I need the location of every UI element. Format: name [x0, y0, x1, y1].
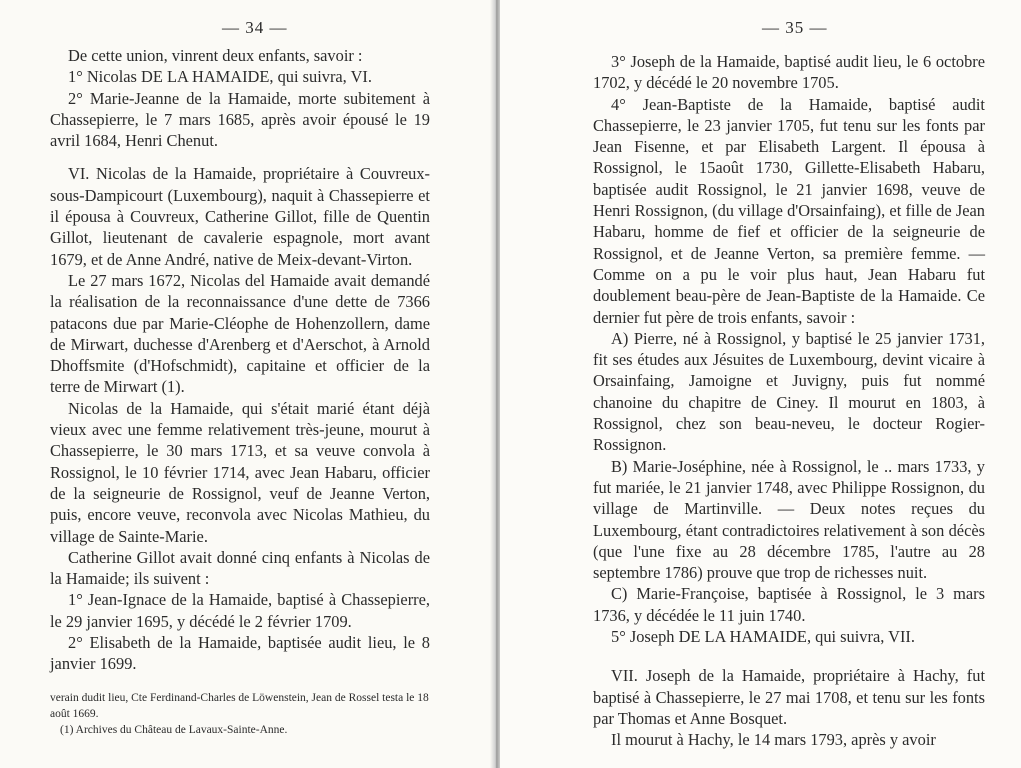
- paragraph: A) Pierre, né à Rossignol, y baptisé le 25 janvier 1731, fit ses études aux Jésuites de Luxembourg, devint vicaire à Orsainfaing, Jamoigne et Juvigny, puis fut nommé chanoine du chapitre de Ciney. Il mourut en 1803, à Rossignol, chez son beau-neveu, le docteur Rogier-Rossignon.: [593, 328, 985, 455]
- paragraph: 2° Elisabeth de la Hamaide, baptisée audit lieu, le 8 janvier 1699.: [50, 633, 430, 674]
- paragraph: 1° Nicolas DE LA HAMAIDE, qui suivra, VI.: [68, 67, 372, 87]
- paragraph: VII. Joseph de la Hamaide, propriétaire à Hachy, fut baptisé à Chassepierre, le 27 mai 1708, et tenu sur les fonts par Thomas et Anne Bosquet.: [593, 666, 985, 728]
- paragraph: 5° Joseph DE LA HAMAIDE, qui suivra, VII.: [611, 627, 915, 647]
- paragraph: Nicolas de la Hamaide, qui s'était marié étant déjà vieux avec une femme relativement très-jeune, mourut à Chassepierre, le 30 mars 1713, et sa veuve convola à Rossignol, le 10 février 1714, avec Jean Habaru, officier de la seigneurie de Rossignol, veuf de Jeanne Verton, puis, encore veuve, reconvola avec Nicolas Mathieu, du village de Sainte-Marie.: [50, 398, 430, 546]
- page-number: — 34 —: [222, 18, 288, 37]
- right-page-text: [593, 51, 985, 751]
- page-number: — 35 —: [762, 18, 828, 37]
- footnotes: [50, 690, 435, 738]
- footnote: (1) Archives du Château de Lavaux-Sainte-Anne.: [60, 724, 288, 736]
- paragraph: 4° Jean-Baptiste de la Hamaide, baptisé audit Chassepierre, le 23 janvier 1705, fut tenu sur les fonts par Jean Fisenne, et par Elisabeth Largent. Il épousa à Rossignol, le 15août 1730, Gillette-Elisabeth Habaru, baptisée audit Rossignol, le 21 janvier 1698, veuve de Henri Rossignon, (du village d'Orsainfaing), et fille de Jean Habaru, homme de fief et officier de la seigneurie de Rossignol, et de Jeanne Verton, sa première femme. — Comme on a pu le voir plus haut, Jean Habaru fut doublement beau-père de Jean-Baptiste de la Hamaide. Ce dernier fut père de trois enfants, savoir :: [593, 94, 985, 327]
- left-page-text: [50, 45, 430, 675]
- paragraph: De cette union, vinrent deux enfants, savoir :: [68, 46, 363, 65]
- paragraph: C) Marie-Françoise, baptisée à Rossignol, le 3 mars 1736, y décédée le 11 juin 1740.: [593, 584, 985, 625]
- footnote-continuation: verain dudit lieu, Cte Ferdinand-Charles de Löwenstein, Jean de Rossel testa le 18 août 1669.: [50, 692, 429, 720]
- paragraph: 2° Marie-Jeanne de la Hamaide, morte subitement à Chassepierre, le 7 mars 1685, après avoir épousé le 19 avril 1684, Henri Chenut.: [50, 88, 430, 151]
- paragraph: Catherine Gillot avait donné cinq enfants à Nicolas de la Hamaide; ils suivent :: [50, 547, 430, 589]
- left-page: [0, 0, 492, 768]
- paragraph: 1° Jean-Ignace de la Hamaide, baptisé à Chassepierre, le 29 janvier 1695, y décédé le 2 février 1709.: [50, 590, 430, 631]
- paragraph: 3° Joseph de la Hamaide, baptisé audit lieu, le 6 octobre 1702, y décédé le 20 novembre 1705.: [593, 52, 985, 93]
- paragraph: Il mourut à Hachy, le 14 mars 1793, après y avoir: [611, 730, 936, 750]
- paragraph: Le 27 mars 1672, Nicolas del Hamaide avait demandé la réalisation de la reconnaissance d'une dette de 7366 patacons due par Marie-Cléophe de Hohenzollern, dame de Mirwart, duchesse d'Arenberg et d'Aerschot, à Arnold Dhoffsmite (d'Hofschmidt), capitaine et officier de la terre de Mirwart (1).: [50, 270, 430, 397]
- right-page: [500, 0, 1021, 768]
- paragraph: VI. Nicolas de la Hamaide, propriétaire à Couvreux-sous-Dampicourt (Luxembourg), naquit à Chassepierre et il épousa à Couvreux, Catherine Gillot, fille de Quentin Gillot, lieutenant de cavalerie espagnole, mort avant 1679, et de Anne André, native de Meix-devant-Virton.: [50, 164, 430, 269]
- paragraph: B) Marie-Joséphine, née à Rossignol, le .. mars 1733, y fut mariée, le 21 janvier 1748, avec Philippe Rossignon, du village de Martinville. — Deux notes reçues du Luxembourg, étant contradictoires relativement à son décès (que l'une fixe au 28 décembre 1785, l'autre au 28 septembre 1786) prouve que trop de richesses nuit.: [593, 456, 985, 583]
